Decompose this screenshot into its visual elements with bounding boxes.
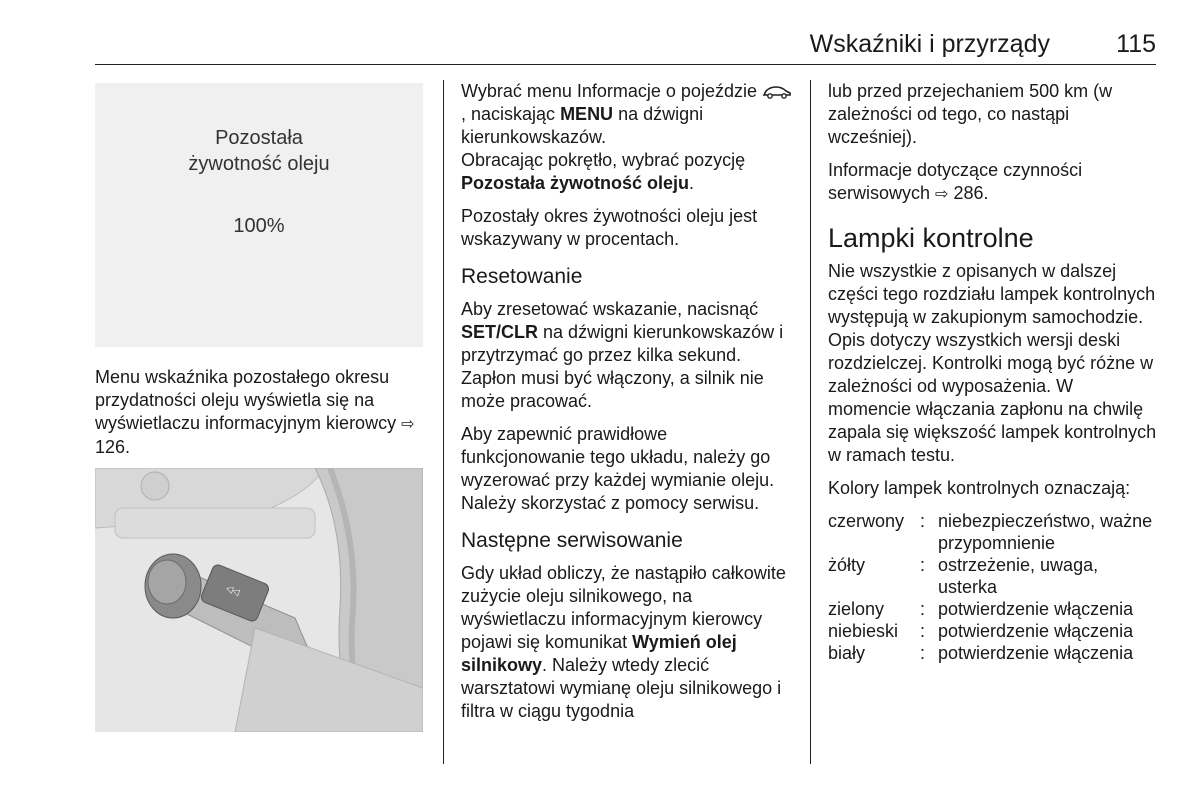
legend-separator: :	[920, 643, 926, 663]
paragraph-continuation: lub przed przejechaniem 500 km (w zależności od tego, co nastąpi wcześniej).	[828, 81, 1113, 147]
caption-reference: 126.	[95, 437, 131, 457]
message-label: Wymień olej silnikowy	[461, 632, 737, 675]
legend-meaning: niebezpieczeństwo, ważne przypomnienie	[938, 511, 1153, 553]
legend-separator: :	[920, 511, 926, 531]
legend-color: niebieski	[828, 621, 899, 641]
text-span: na dźwigni kierunkowskazów.	[461, 104, 704, 147]
page-header-title: Wskaźniki i przyrządy	[809, 30, 1050, 58]
turn-signal-lever-photo	[95, 468, 423, 732]
text-span: Informacje dotyczące czynności serwisowych	[828, 160, 1083, 203]
heading-reset: Resetowanie	[461, 265, 583, 288]
legend-separator: :	[920, 599, 926, 619]
text-span: na dźwigni kierunkowskazów i przytrzymać go przez kilka sekund. Zapłon musi być włączony, a silnik nie może pracować.	[461, 322, 784, 411]
display-value: 100%	[233, 215, 285, 237]
reference-page: 286.	[953, 183, 989, 203]
color-legend	[828, 510, 1160, 664]
heading-next-service: Następne serwisowanie	[461, 529, 683, 552]
paragraph-menu	[461, 80, 793, 195]
column-3	[828, 80, 1160, 664]
lever-illustration	[95, 468, 423, 732]
paragraph-lamps-intro: Nie wszystkie z opisanych w dalszej części tego rozdziału lampek kontrolnych występują w zakupionym samochodzie. Opis dotyczy wszystkich wersji deski rozdzielczej. Kontrolki mogą być różne w zależności od wyposażenia. W momencie włączania zapłonu na chwilę zapala się większość lampek kontrolnych w ramach testu.	[828, 261, 1157, 465]
legend-meaning: potwierdzenie włączenia	[938, 643, 1134, 663]
oil-life-display-figure	[95, 83, 423, 347]
column-divider-1	[443, 80, 444, 764]
legend-row	[828, 598, 1160, 620]
legend-meaning: potwierdzenie włączenia	[938, 599, 1134, 619]
text-span: .	[689, 173, 695, 193]
text-span: Obracając pokrętło, wybrać pozycję	[461, 150, 746, 170]
svg-text:◁◁: ◁◁	[224, 583, 241, 599]
menu-button-label: MENU	[560, 104, 614, 124]
heading-warning-lights: Lampki kontrolne	[828, 223, 1034, 253]
display-line-2: żywotność oleju	[188, 153, 330, 175]
set-clr-button-label: SET/CLR	[461, 322, 539, 342]
figure-caption	[95, 366, 430, 459]
legend-separator: :	[920, 621, 926, 641]
legend-row	[828, 554, 1160, 598]
page-number: 115	[1116, 30, 1156, 58]
legend-row	[828, 642, 1160, 664]
page-reference-icon: ⇨	[935, 186, 949, 203]
legend-meaning: ostrzeżenie, uwaga, usterka	[938, 555, 1099, 597]
legend-color: żółty	[828, 555, 866, 575]
legend-meaning: potwierdzenie włączenia	[938, 621, 1134, 641]
page-reference-icon: ⇨	[401, 416, 415, 433]
legend-color: czerwony	[828, 511, 905, 531]
column-2	[461, 80, 793, 733]
paragraph-reset	[461, 298, 793, 413]
legend-separator: :	[920, 555, 926, 575]
paragraph-colors-intro: Kolory lampek kontrolnych oznaczają:	[828, 478, 1131, 498]
text-span: Wybrać menu Informacje o pojeździe	[461, 81, 757, 101]
header-rule	[95, 64, 1156, 65]
paragraph-next-service	[461, 562, 793, 723]
text-span: Aby zresetować wskazanie, nacisnąć	[461, 299, 759, 319]
display-line-1: Pozostała	[215, 127, 303, 149]
paragraph-percent: Pozostały okres żywotności oleju jest wskazywany w procentach.	[461, 206, 758, 249]
caption-text: Menu wskaźnika pozostałego okresu przydatności oleju wyświetla się na wyświetlaczu informacyjnym kierowcy	[95, 367, 397, 433]
legend-row	[828, 620, 1160, 642]
text-span: . Należy wtedy zlecić warsztatowi wymianę oleju silnikowego i filtra w ciągu tygodnia	[461, 655, 782, 721]
paragraph-proper-function: Aby zapewnić prawidłowe funkcjonowanie tego układu, należy go wyzerować przy każdej wymianie oleju. Należy skorzystać z pomocy serwisu.	[461, 424, 775, 513]
menu-item-label: Pozostała żywotność oleju	[461, 173, 690, 193]
legend-row	[828, 510, 1160, 554]
paragraph-service-info	[828, 159, 1160, 206]
legend-color: biały	[828, 643, 866, 663]
text-span: Gdy układ obliczy, że nastąpiło całkowite zużycie oleju silnikowego, na wyświetlaczu informacyjnym kierowcy pojawi się komunikat	[461, 563, 786, 652]
vehicle-icon	[762, 81, 792, 101]
legend-color: zielony	[828, 599, 885, 619]
column-divider-2	[810, 80, 811, 764]
text-span: , naciskając	[461, 104, 556, 124]
